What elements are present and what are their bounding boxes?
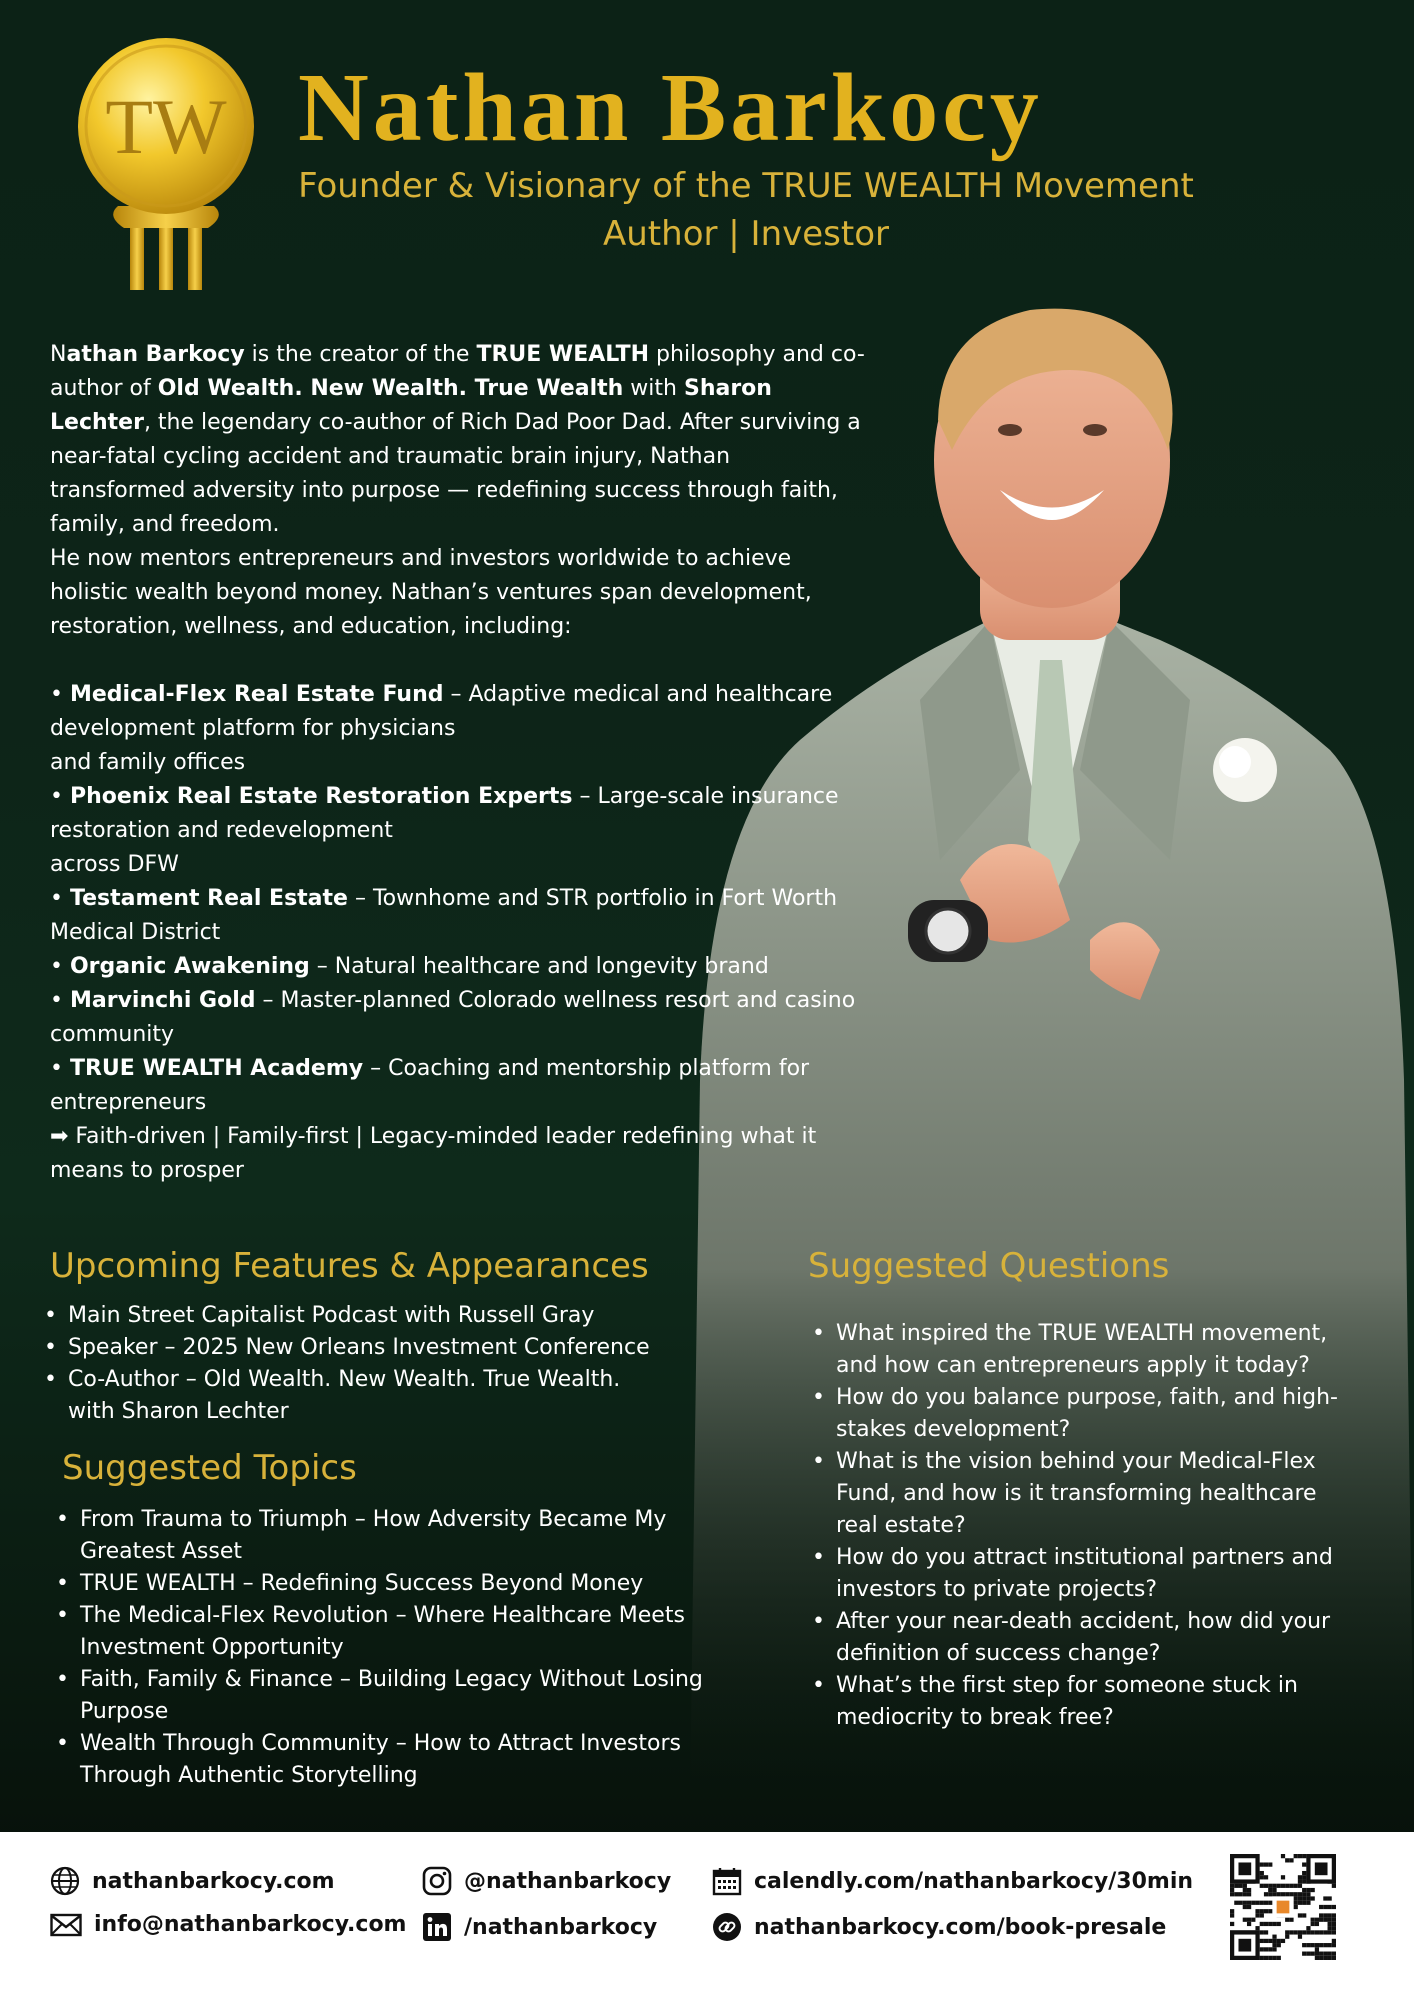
linkedin-link[interactable]: /nathanbarkocy [422, 1912, 657, 1942]
globe-icon [50, 1866, 80, 1896]
venture-name: Marvinchi Gold [69, 988, 256, 1013]
bio-text: is the creator of the [244, 342, 477, 367]
bio-text: , the legendary co-author of Rich Dad Poor Dad. After surviving a near-fatal cycling accident and traumatic brain injury, Nathan transformed adversity into purpose — redefining success through faith, family, and freedom. [50, 410, 861, 537]
questions-heading: Suggested Questions [808, 1246, 1170, 1286]
list-item: • Wealth Through Community – How to Attract Investors Through Authentic Storytelling [50, 1728, 730, 1792]
list-item: • What is the vision behind your Medical-Flex Fund, and how is it transforming healthcare real estate? [806, 1446, 1346, 1542]
venture-description: – Natural healthcare and longevity brand [309, 954, 769, 979]
venture-item: • Medical-Flex Real Estate Fund – Adaptive medical and healthcare development platform for physicians and family offices [50, 682, 833, 775]
topics-list [50, 1504, 730, 1792]
venture-item: • Organic Awakening – Natural healthcare and longevity brand [50, 954, 769, 979]
venture-name: Organic Awakening [69, 954, 310, 979]
venture-description: – Townhome and STR portfolio in Fort Worth Medical District [50, 886, 838, 945]
venture-name: TRUE WEALTH Academy [69, 1056, 364, 1081]
venture-name: Testament Real Estate [69, 886, 348, 911]
bio-section [50, 338, 870, 1188]
list-item: • The Medical-Flex Revolution – Where Healthcare Meets Investment Opportunity [50, 1600, 730, 1664]
venture-item: • Testament Real Estate – Townhome and STR portfolio in Fort Worth Medical District [50, 886, 838, 945]
list-item: • Speaker – 2025 New Orleans Investment Conference [38, 1332, 678, 1364]
venture-item: • Marvinchi Gold – Master-planned Colorado wellness resort and casino community [50, 988, 856, 1047]
list-item: • How do you balance purpose, faith, and high-stakes development? [806, 1382, 1346, 1446]
venture-description-cont: and family offices [50, 750, 246, 775]
mail-icon [50, 1913, 82, 1937]
questions-list [806, 1318, 1346, 1734]
ventures-list [50, 678, 870, 1120]
subtitle-role: Founder & Visionary of the TRUE WEALTH Movement [298, 166, 1194, 206]
tw-logo [66, 38, 266, 298]
contact-footer [0, 1832, 1414, 2000]
appearances-list [38, 1300, 678, 1428]
bio-emphasis: Old Wealth. New Wealth. True Wealth [157, 376, 624, 401]
bio-intro [50, 338, 870, 542]
list-item: • Faith, Family & Finance – Building Legacy Without Losing Purpose [50, 1664, 730, 1728]
qr-code[interactable] [1230, 1854, 1336, 1960]
page-title: Nathan Barkocy [298, 54, 1043, 162]
list-item: • From Trauma to Triumph – How Adversity Became My Greatest Asset [50, 1504, 730, 1568]
calendar-icon [712, 1866, 742, 1896]
bio-mentoring: He now mentors entrepreneurs and investors worldwide to achieve holistic wealth beyond money. Nathan’s ventures span development, restoration, wellness, and education, including: [50, 546, 812, 639]
list-item: • How do you attract institutional partners and investors to private projects? [806, 1542, 1346, 1606]
list-item: • TRUE WEALTH – Redefining Success Beyond Money [50, 1568, 730, 1600]
list-item: • Main Street Capitalist Podcast with Russell Gray [38, 1300, 678, 1332]
list-item: • What inspired the TRUE WEALTH movement, and how can entrepreneurs apply it today? [806, 1318, 1346, 1382]
svg-text:TW: TW [105, 83, 227, 170]
bio-emphasis: TRUE WEALTH [476, 342, 650, 367]
website-link[interactable]: nathanbarkocy.com [50, 1866, 335, 1896]
venture-description: – Adaptive medical and healthcare development platform for physicians [50, 682, 833, 741]
list-item: • Co-Author – Old Wealth. New Wealth. True Wealth. with Sharon Lechter [38, 1364, 668, 1428]
instagram-icon [422, 1866, 452, 1896]
venture-description-cont: across DFW [50, 852, 179, 877]
venture-name: Phoenix Real Estate Restoration Experts [69, 784, 573, 809]
bio-text: with [623, 376, 684, 401]
bio-text: philosophy and co-author of [50, 342, 865, 401]
venture-item: • Phoenix Real Estate Restoration Experts – Large-scale insurance restoration and redevelopment across DFW [50, 784, 839, 877]
link-icon [712, 1912, 742, 1942]
subtitle-profession: Author | Investor [603, 214, 889, 254]
email-link[interactable]: info@nathanbarkocy.com [50, 1912, 406, 1937]
list-item: • After your near-death accident, how did your definition of success change? [806, 1606, 1346, 1670]
bio-tagline: ➡ Faith-driven | Family-first | Legacy-minded leader redefining what it means to prosper [50, 1124, 817, 1183]
venture-name: Medical-Flex Real Estate Fund [69, 682, 444, 707]
venture-description: – Master-planned Colorado wellness resort and casino community [50, 988, 856, 1047]
linkedin-icon [422, 1912, 452, 1942]
venture-description: – Coaching and mentorship platform for entrepreneurs [50, 1056, 810, 1115]
calendly-link[interactable]: calendly.com/nathanbarkocy/30min [712, 1866, 1193, 1896]
list-item: • What’s the first step for someone stuck in mediocrity to break free? [806, 1670, 1346, 1734]
bio-text: N [50, 342, 67, 367]
bio-emphasis: Sharon Lechter [50, 376, 772, 435]
instagram-link[interactable]: @nathanbarkocy [422, 1866, 671, 1896]
bio-emphasis: athan Barkocy [66, 342, 245, 367]
presale-link[interactable]: nathanbarkocy.com/book-presale [712, 1912, 1166, 1942]
venture-description: – Large-scale insurance restoration and redevelopment [50, 784, 839, 843]
topics-heading: Suggested Topics [62, 1448, 357, 1488]
appearances-heading: Upcoming Features & Appearances [50, 1246, 649, 1286]
venture-item: • TRUE WEALTH Academy – Coaching and mentorship platform for entrepreneurs [50, 1056, 810, 1115]
